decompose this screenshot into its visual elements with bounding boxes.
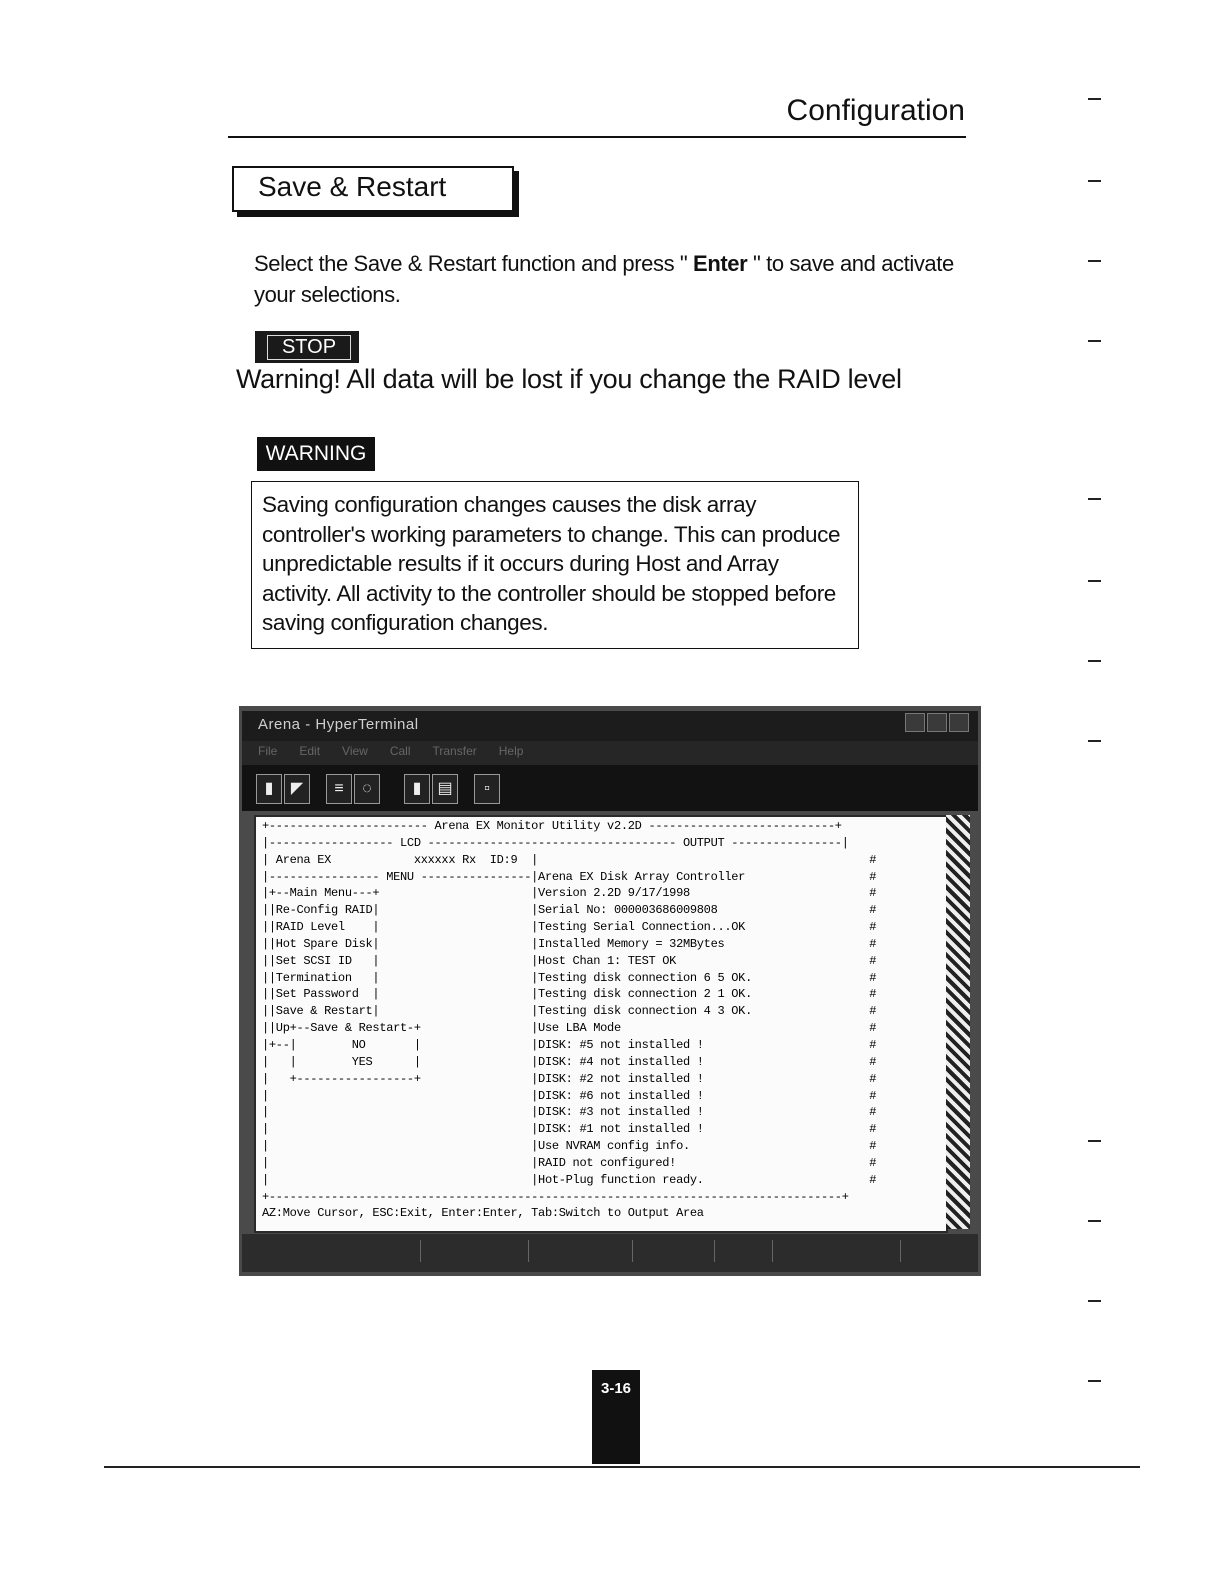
- margin-mark: [1088, 1380, 1101, 1382]
- new-connection-icon[interactable]: ▮: [256, 774, 282, 804]
- terminal-output: +----------------------- Arena EX Monitor Utility v2.2D ---------------------------+ |------------------ LCD ------------------------------------ OUTPUT ----------------| | Arena EX xxxxxx Rx ID:9 | # |---------------- MENU ----------------|Arena EX Disk Array Controller # |+--Main Menu---+ |Version 2.2D 9/17/1998 # ||Re-Config RAID| |Serial No: 000003686009808 # ||RAID Level | |Testing Serial Connection...OK # ||Hot Spare Disk| |Installed Memory = 32MBytes # ||Set SCSI ID | |Host Chan 1: TEST OK # ||Termination | |Testing disk connection 6 5 OK. # ||Set Password | |Testing disk connection 2 1 OK. # ||Save & Restart| |Testing disk connection 4 3 OK. # ||Up+--Save & Restart-+ |Use LBA Mode # |+--| NO | |DISK: #5 not installed ! # | | YES | |DISK: #4 not installed ! # | +-----------------+ |DISK: #2 not installed ! # | |DISK: #6 not installed ! # | |DISK: #3 not installed ! # | |DISK: #1 not installed ! # | |Use NVRAM config info. # | |RAID not configured! # | |Hot-Plug function ready. # +-----------------------------------------------------------------------------------+ AZ:Move Cursor, ESC:Exit, Enter:Enter, Tab:Switch to Output Area: [262, 819, 877, 1221]
- warning-text: Saving configuration changes causes the disk array controller's working parameters to change. This can produce unpredictable results if it occurs during Host and Array activity. All activity to the controller should be stopped before saving configuration changes.: [262, 492, 841, 635]
- page-number: 3-16: [600, 1380, 632, 1397]
- receive-icon[interactable]: ▤: [432, 774, 458, 804]
- statusbar-divider: [714, 1240, 715, 1262]
- intro-paragraph: [254, 248, 974, 310]
- terminal-scrollbar[interactable]: [946, 815, 970, 1229]
- enter-key: Enter: [693, 251, 748, 276]
- statusbar-divider: [528, 1240, 529, 1262]
- margin-mark: [1088, 580, 1101, 582]
- statusbar-divider: [772, 1240, 773, 1262]
- statusbar-divider: [900, 1240, 901, 1262]
- intro-text-before: Select the Save & Restart function and press ": [254, 251, 694, 276]
- stop-badge-label: STOP: [267, 335, 351, 360]
- properties-icon[interactable]: ▫: [474, 774, 500, 804]
- open-icon[interactable]: ◤: [284, 774, 310, 804]
- terminal-toolbar: [242, 765, 978, 811]
- menu-file[interactable]: File: [258, 744, 278, 758]
- header-rule: [228, 136, 966, 138]
- connect-icon[interactable]: ≡: [326, 774, 352, 804]
- margin-mark: [1088, 1300, 1101, 1302]
- menu-call[interactable]: Call: [389, 744, 411, 758]
- raid-warning-line: Warning! All data will be lost if you change the RAID level: [236, 364, 902, 394]
- margin-mark: [1088, 1220, 1101, 1222]
- close-icon[interactable]: [949, 713, 969, 732]
- margin-mark: [1088, 180, 1101, 182]
- margin-mark: [1088, 340, 1101, 342]
- maximize-icon[interactable]: [927, 713, 947, 732]
- margin-mark: [1088, 260, 1101, 262]
- window-controls: [905, 713, 971, 737]
- chapter-title: Configuration: [786, 94, 965, 127]
- statusbar-divider: [632, 1240, 633, 1262]
- margin-mark: [1088, 1140, 1101, 1142]
- margin-mark: [1088, 98, 1101, 100]
- disconnect-icon[interactable]: ◌: [354, 774, 380, 804]
- menu-transfer[interactable]: Transfer: [432, 744, 477, 758]
- menu-help[interactable]: Help: [498, 744, 524, 758]
- warning-badge: WARNING: [257, 437, 375, 471]
- statusbar-divider: [420, 1240, 421, 1262]
- margin-mark: [1088, 740, 1101, 742]
- footer-rule: [104, 1466, 1140, 1468]
- section-title: Save & Restart: [258, 171, 447, 202]
- menu-edit[interactable]: Edit: [299, 744, 321, 758]
- intro-text-after: " to save and activate your selections.: [254, 251, 954, 307]
- terminal-statusbar: [242, 1234, 978, 1272]
- margin-mark: [1088, 498, 1101, 500]
- minimize-icon[interactable]: [905, 713, 925, 732]
- terminal-menus: [258, 744, 545, 758]
- terminal-window-title: Arena - HyperTerminal: [258, 716, 419, 733]
- stop-badge: [255, 331, 359, 363]
- margin-mark: [1088, 660, 1101, 662]
- send-icon[interactable]: ▮: [404, 774, 430, 804]
- menu-view[interactable]: View: [342, 744, 368, 758]
